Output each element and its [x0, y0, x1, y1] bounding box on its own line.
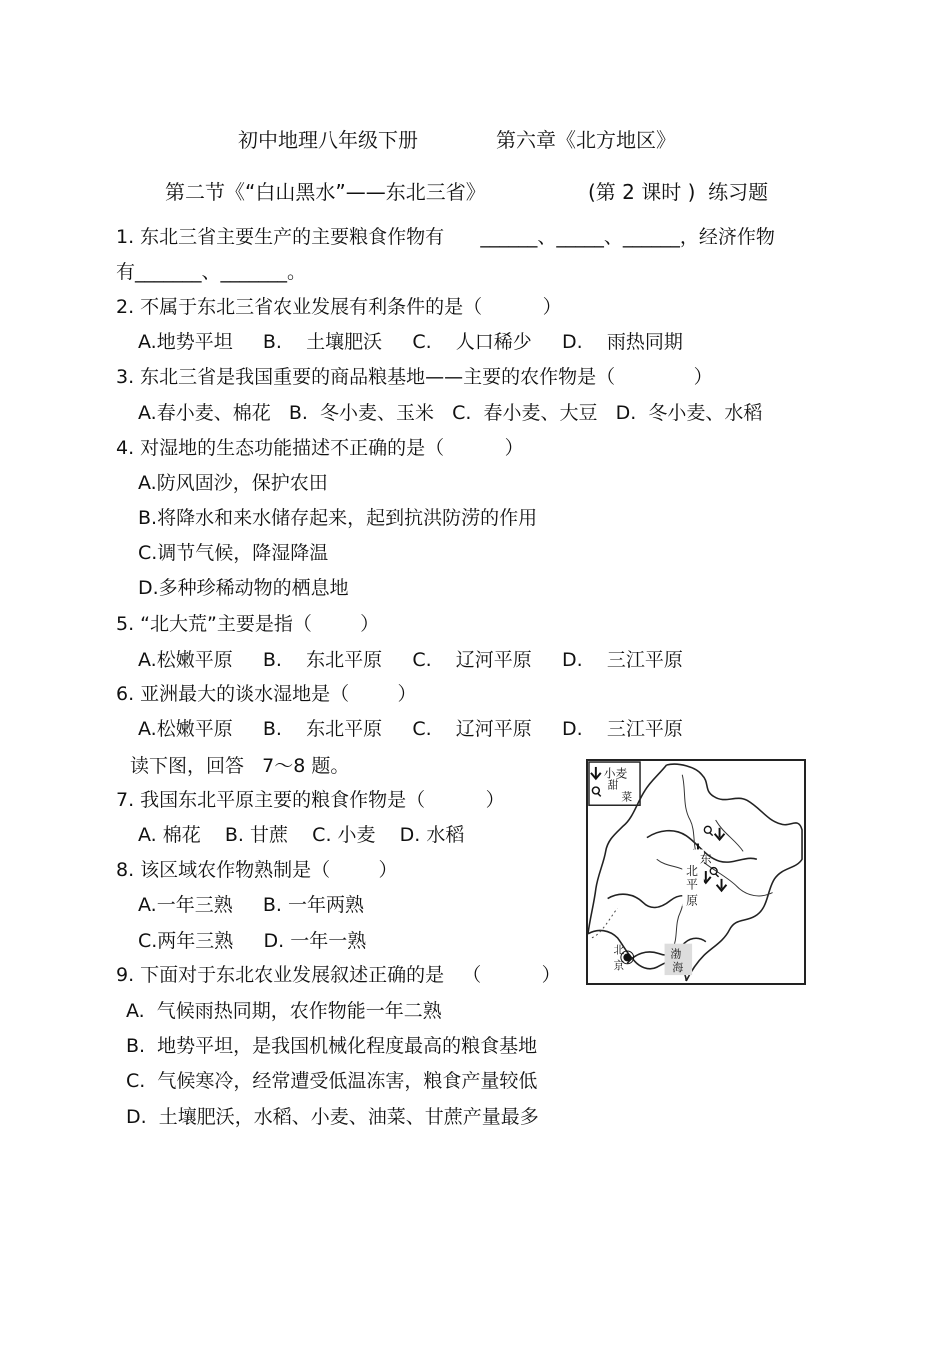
- question-9-option-a: A. 气候雨热同期，农作物能一年二熟: [126, 1000, 442, 1022]
- question-2: 2. 不属于东北三省农业发展有利条件的是（ ）: [116, 296, 562, 318]
- map-label-bohai-2: 海: [672, 961, 684, 975]
- question-6: 6. 亚洲最大的谈水湿地是（ ）: [116, 683, 417, 705]
- question-1-line1: 1. 东北三省主要生产的主要粮食作物有 ______、_____、______，经济作物: [116, 226, 775, 248]
- map-label-dong: 东: [699, 852, 712, 867]
- question-4-option-a: A.防风固沙，保护农田: [138, 472, 328, 494]
- question-1-line2: 有_______、_______。: [116, 261, 307, 283]
- question-9-option-b: B. 地势平坦，是我国机械化程度最高的粮食基地: [126, 1035, 538, 1057]
- question-9-option-c: C. 气候寒冷，经常遭受低温冻害，粮食产量较低: [126, 1070, 538, 1092]
- question-8-options-ab: A.一年三熟 B. 一年两熟: [138, 894, 365, 916]
- map-dotted-boundary: [592, 908, 618, 937]
- read-map-instruction: 读下图，回答 7～8 题。: [130, 755, 350, 777]
- legend-wheat-label: 小麦: [603, 766, 628, 781]
- map-label-bei: 北: [686, 863, 698, 878]
- question-8: 8. 该区域农作物熟制是（ ）: [116, 859, 398, 881]
- map-label-bohai-1: 渤: [670, 947, 682, 961]
- chapter-title: 第六章《北方地区》: [496, 128, 676, 152]
- sugar-beet-icon: [710, 868, 718, 877]
- map-label-beijing-1: 北: [613, 943, 625, 957]
- section-title: 第二节《“白山黑水”——东北三省》: [165, 180, 486, 204]
- question-3: 3. 东北三省是我国重要的商品粮基地——主要的农作物是（ ）: [116, 366, 713, 388]
- question-7: 7. 我国东北平原主要的粮食作物是（ ）: [116, 789, 505, 811]
- map-rivers: [657, 775, 773, 950]
- legend-sugarbeet-char1: 甜: [607, 778, 619, 792]
- question-6-options: A.松嫩平原 B. 东北平原 C. 辽河平原 D. 三江平原: [138, 718, 683, 740]
- lesson-title: (第 2 课时 ) 练习题: [588, 180, 769, 204]
- question-4-option-d: D.多种珍稀动物的栖息地: [138, 577, 349, 599]
- map-label-beijing-2: 京: [613, 959, 625, 973]
- question-9: 9. 下面对于东北农业发展叙述正确的是 （ ）: [116, 964, 561, 986]
- question-3-options: A.春小麦、棉花 B. 冬小麦、玉米 C. 春小麦、大豆 D. 冬小麦、水稻: [138, 402, 763, 424]
- question-7-options: A. 棉花 B. 甘蔗 C. 小麦 D. 水稻: [138, 824, 465, 846]
- map-label-yuan: 原: [686, 893, 698, 908]
- question-9-option-d: D. 土壤肥沃，水稻、小麦、油菜、甘蔗产量最多: [126, 1106, 539, 1128]
- question-5-options: A.松嫩平原 B. 东北平原 C. 辽河平原 D. 三江平原: [138, 649, 683, 671]
- question-4-option-c: C.调节气候，降湿降温: [138, 542, 329, 564]
- wheat-icon: [717, 879, 727, 891]
- grade-title: 初中地理八年级下册: [238, 128, 418, 152]
- question-2-options: A.地势平坦 B. 土壤肥沃 C. 人口稀少 D. 雨热同期: [138, 331, 683, 353]
- map-graphic: [588, 761, 804, 983]
- question-4-option-b: B.将降水和来水储存起来，起到抗洪防涝的作用: [138, 507, 538, 529]
- sugar-beet-icon: [704, 826, 712, 835]
- legend-sugarbeet-char2: 菜: [621, 790, 633, 804]
- question-5: 5. “北大荒”主要是指（ ）: [116, 613, 380, 635]
- question-8-options-cd: C.两年三熟 D. 一年一熟: [138, 930, 367, 952]
- question-4: 4. 对湿地的生态功能描述不正确的是（ ）: [116, 437, 524, 459]
- map-label-ping: 平: [686, 877, 698, 892]
- northeast-china-map: [586, 759, 806, 985]
